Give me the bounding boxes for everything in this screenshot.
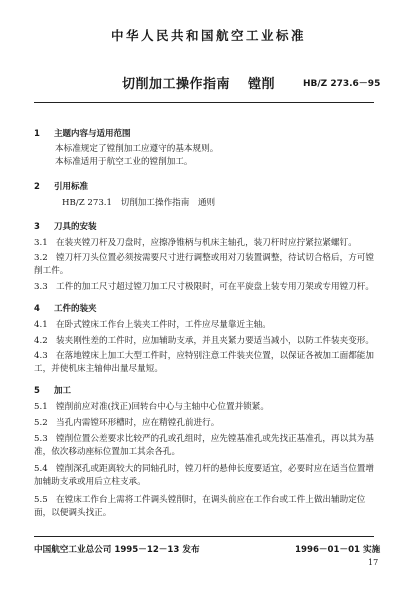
title-subtitle: 镗削 — [248, 77, 276, 92]
footer-rule — [34, 536, 374, 537]
section-5-heading: 5 加工 — [34, 386, 72, 396]
section-4-heading: 4 工件的装夹 — [34, 304, 97, 314]
section-3-item-3: 3.3 工件的加工尺寸超过镗刀加工尺寸极限时，可在平旋盘上装专用刀架或专用镗刀杆。 — [34, 282, 374, 292]
section-2-heading: 2 引用标准 — [34, 182, 89, 192]
section-3-heading: 3 刀具的安装 — [34, 222, 97, 232]
section-5-item-1: 5.1 镗削前应对准(找正)回转台中心与主轴中心位置并锁紧。 — [34, 402, 269, 412]
header-rule — [34, 102, 374, 103]
section-1-line-2: 本标准适用于航空工业的镗削加工。 — [55, 157, 193, 167]
section-4-item-1: 4.1 在卧式镗床工作台上装夹工件时，工件应尽量靠近主轴。 — [34, 320, 271, 330]
standard-name: 中华人民共和国航空工业标准 — [110, 28, 306, 43]
section-5-item-5: 5.5 在镗床工作台上需将工件调头镗削时，在调头前应在工作台或工件上做出辅助定位面，以便调头找正。 — [34, 495, 366, 518]
title-main: 切削加工操作指南 — [122, 77, 231, 92]
section-5-item-4: 5.4 镗削深孔或距离较大的同轴孔时，镗刀杆的悬伸长度要适宜，必要时应在适当位置增加辅助支承或用后立柱支承。 — [34, 464, 374, 487]
section-3-item-1: 3.1 在装夹镗刀杆及刀盘时，应擦净锥柄与机床主轴孔，装刀杆时应拧紧拉紧螺钉。 — [34, 238, 357, 248]
section-1-heading: 1 主题内容与适用范围 — [34, 129, 131, 139]
section-2-reference: HB/Z 273.1 切削加工操作指南 通则 — [62, 198, 216, 208]
section-4-item-3: 4.3 在落地镗床上加工大型工件时，应特别注意工件装夹位置，以保证各被加工面都能加工，并使机床主轴伸出量尽量短。 — [34, 351, 374, 374]
page-number: 17 — [368, 558, 379, 567]
section-5-item-3: 5.3 镗削位置公差要求比较严的孔或孔组时，应先镗基准孔或先找正基准孔，再以其为基准，依次移动座标位置加工其余各孔。 — [34, 434, 374, 457]
section-3-item-2: 3.2 镗刀杆刀头位置必须按需要尺寸进行调整或用对刀装置调整，待试切合格后，方可镗削工件。 — [34, 253, 374, 276]
standard-code: HB/Z 273.6－95 — [303, 79, 381, 89]
implementation-date: 1996－01－01 实施 — [295, 545, 381, 555]
section-1-line-1: 本标准规定了镗削加工应遵守的基本规则。 — [55, 144, 219, 154]
section-5-item-2: 5.2 当孔内需镗环形槽时，应在精镗孔前进行。 — [34, 418, 220, 428]
document-title — [122, 73, 275, 92]
section-4-item-2: 4.2 装夹刚性差的工件时，应加辅助支承，并且夹紧力要适当减小，以防工件装夹变形。 — [34, 336, 374, 346]
approval-statement: 中国航空工业总公司 1995－12－13 发布 — [34, 545, 200, 555]
